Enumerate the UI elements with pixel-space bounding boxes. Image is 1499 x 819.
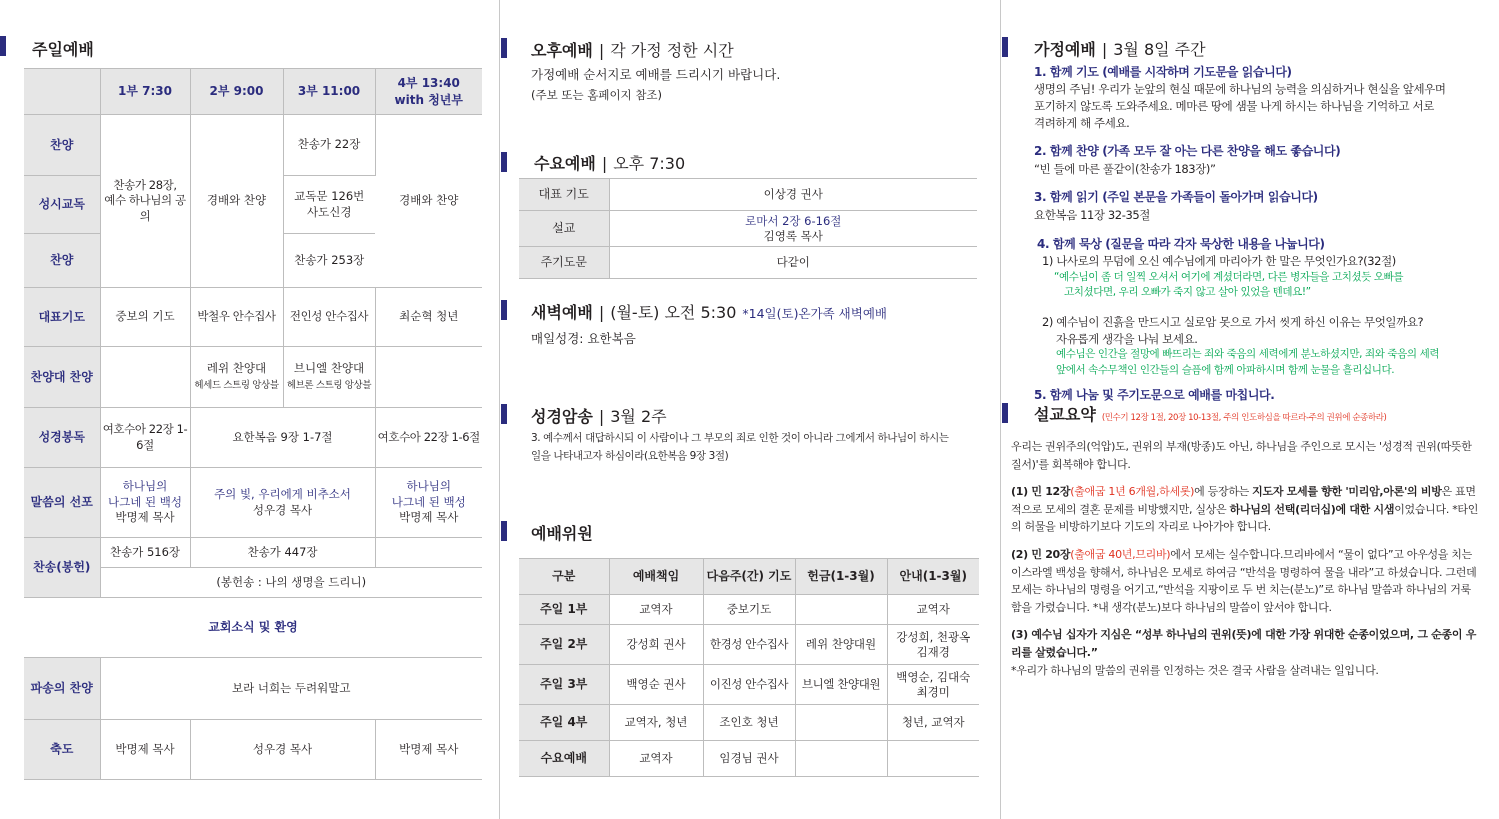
family-q4-answer-1: “예수님이 좀 더 일찍 오셔서 여기에 계셨더라면, 다른 병자들을 고치셨듯 오빠를 [1054,270,1404,283]
row-label-choir: 찬양대 찬양 [24,347,100,408]
row-label-sermon: 말씀의 선포 [24,468,100,538]
wednesday-service-heading: 수요예배 | 오후 7:30 [534,154,686,173]
sermon-part1: 하나님의 나그네 된 백성 박명제 목사 [100,468,190,538]
wed-label-sermon: 설교 [519,211,609,247]
sermon-reference: (민수기 12장 1절, 20장 10-13절, 주의 인도하심을 따르라-주의 권위에 순종하라) [1101,413,1387,423]
family-q4-answer-2: 앞에서 속수무책인 인간들의 슬픔에 함께 아파하시며 함께 눈물을 흘리십니다. [1056,363,1395,376]
committee-heading: 예배위원 [531,524,593,543]
family-q1-text: 격려하게 해 주세요. [1034,115,1130,130]
afternoon-line-1: 가정예배 순서지로 예배를 드리시기 바랍니다. [531,67,781,82]
family-q2-text: “빈 들에 마른 풀같이(찬송가 183장)” [1034,161,1216,176]
committee-cell [795,741,887,777]
family-q1: 1. 함께 기도 (예배를 시작하며 기도문을 읽습니다) [1034,65,1292,79]
memory-verse-heading: 성경암송 | 3월 2주 [531,407,667,426]
committee-cell: 브니엘 찬양대원 [795,665,887,705]
row-label-offering: 찬송(봉헌) [24,538,100,598]
sunday-service-title: 주일예배 [32,40,94,59]
memory-line-2: 일을 나타내고자 하심이라(요한복음 9장 3절) [531,450,729,462]
sermon-point-2: (2) 민 20장(출애굽 40년,므리바)에서 모세는 실수합니다.므리바에서 “물이 없다”고 아우성을 치는 이스라엘 백성을 향해서, 하나님은 모세로 하여금 “반석을 명령하여 물을 내라”고 하셨습니다. 그런데 모세는 하나님의 명령을 어기고,“반석을 지팡이로 두 번 치는(분노)”로 하나님 말씀과 하나님의 거룩함을 가렸습니다. *내 생각(분노)보다 하나님의 말씀이 앞서야 합니다. [1011,547,1477,614]
row-label-blessing: 축도 [24,720,100,780]
family-q2: 2. 함께 찬양 (가족 모두 잘 아는 다른 찬양을 해도 좋습니다) [1034,144,1341,159]
committee-cell [795,705,887,741]
scripture-part4: 여호수아 22장 1-6절 [375,408,482,468]
committee-cell: 강성희, 천광옥 김재경 [887,625,979,665]
row-label-responsive-reading: 성시교독 [24,176,100,234]
committee-cell: 조인호 청년 [703,705,795,741]
sermon-point-1: (1) 민 12장(출애굽 1년 6개월,하세롯)에 등장하는 지도자 모세를 향한 '미리암,아론'의 비방은 표면적으로 모세의 결혼 문제를 비방했지만, 실상은 하나님의 선택(리더십)에 대한 시샘이었습니다. *타인의 허물을 비방하기보다 기도의 자리로 나아가야 합니다. [1011,485,1479,534]
part3-responsive-reading: 교독문 126번 사도신경 [283,176,375,234]
family-q4-question-2: 2) 예수님이 진흙을 만드시고 실로암 못으로 가서 씻게 하신 이유는 무엇일까요? [1042,315,1424,330]
committee-cell: 교역자 [887,595,979,625]
row-label-praise-1: 찬양 [24,115,100,176]
part3-hymn-2: 찬송가 253장 [283,234,375,288]
committee-cell: 임경님 권사 [703,741,795,777]
committee-row-label: 주일 4부 [519,705,609,741]
committee-header-4: 안내(1-3월) [887,559,979,595]
afternoon-service-heading: 오후예배 | 각 가정 정한 시간 [531,41,734,60]
committee-header-1: 예배책임 [609,559,703,595]
row-label-scripture: 성경봉독 [24,408,100,468]
family-q3-text: 요한복음 11장 32-35절 [1034,207,1151,222]
family-worship-heading: 가정예배 | 3월 8일 주간 [1034,40,1206,59]
part1-praise-cell: 찬송가 28장, 예수 하나님의 공의 [100,115,190,288]
committee-cell: 중보기도 [703,595,795,625]
committee-row-label: 주일 1부 [519,595,609,625]
choir-part2: 레위 찬양대 헤세드 스트링 앙상블 [190,347,283,408]
church-news: 교회소식 및 환영 [24,598,482,658]
committee-row-label: 수요예배 [519,741,609,777]
header-part4: 4부 13:40 with 청년부 [375,69,482,115]
section-marker [501,152,507,172]
committee-cell: 레위 찬양대원 [795,625,887,665]
dawn-line: 매일성경: 요한복음 [531,331,636,346]
sermon-part23: 주의 빛, 우리에게 비추소서 성우경 목사 [190,468,375,538]
dawn-note: *14일(토)온가족 새벽예배 [742,306,887,321]
offering-part4 [375,538,482,568]
section-marker [501,300,507,320]
row-label-praise-2: 찬양 [24,234,100,288]
afternoon-line-2: (주보 또는 홈페이지 참조) [531,88,663,102]
section-marker [1002,403,1008,423]
committee-cell: 백영순 권사 [609,665,703,705]
choir-part1 [100,347,190,408]
header-part1: 1부 7:30 [100,69,190,115]
committee-cell [887,741,979,777]
committee-cell: 이진성 안수집사 [703,665,795,705]
committee-row-label: 주일 2부 [519,625,609,665]
family-q3: 3. 함께 읽기 (주일 본문을 가족들이 돌아가며 읽습니다) [1034,190,1318,205]
blessing-part4: 박명제 목사 [375,720,482,780]
prayer-part2: 박철우 안수집사 [190,288,283,347]
wed-lords-prayer: 다같이 [609,247,977,279]
wed-prayer: 이상경 권사 [609,179,977,211]
sunday-service-table [24,68,482,780]
wed-label-prayer: 대표 기도 [519,179,609,211]
wednesday-table [519,178,977,279]
family-q4-question-1: 1) 나사로의 무덤에 오신 예수님에게 마리아가 한 말은 무엇인가요?(32절) [1042,253,1396,268]
dawn-service-heading: 새벽예배 | (월-토) 오전 5:30 *14일(토)온가족 새벽예배 [531,303,887,322]
choir-part4 [375,347,482,408]
committee-cell: 교역자 [609,595,703,625]
sermon-summary-body [1011,438,1481,689]
section-marker [1002,37,1008,57]
committee-cell [795,595,887,625]
wed-sermon: 로마서 2장 6-16절 김영록 목사 [609,211,977,247]
committee-header-3: 헌금(1-3월) [795,559,887,595]
scripture-part1: 여호수아 22장 1-6절 [100,408,190,468]
section-marker [501,521,507,541]
committee-cell: 한경성 안수집사 [703,625,795,665]
row-label-sending: 파송의 찬양 [24,658,100,720]
offering-part23: 찬송가 447장 [190,538,375,568]
sermon-part4: 하나님의 나그네 된 백성 박명제 목사 [375,468,482,538]
committee-cell: 백영순, 김대숙 최경미 [887,665,979,705]
blessing-part1: 박명제 목사 [100,720,190,780]
part2-praise-cell: 경배와 찬양 [190,115,283,288]
section-marker [0,36,6,56]
memory-line-1: 3. 예수께서 대답하시되 이 사람이나 그 부모의 죄로 인한 것이 아니라 그에게서 하나님이 하시는 [531,432,949,444]
family-q4-answer-1: 고치셨다면, 우리 오빠가 죽지 않고 살아 있었을 텐데요!” [1064,285,1311,298]
committee-cell: 교역자 [609,741,703,777]
header-blank [24,69,100,115]
sermon-point-3: (3) 예수님 십자가 지심은 “성부 하나님의 권위(뜻)에 대한 가장 위대한 순종이었으며, 그 순종이 우리를 살렸습니다.” *우리가 하나님의 말씀의 권위를 인정하는 것은 결국 사람을 살려내는 일입니다. [1011,628,1477,677]
committee-cell: 교역자, 청년 [609,705,703,741]
offering-song: (봉헌송 : 나의 생명을 드리니) [100,568,482,598]
committee-header-0: 구분 [519,559,609,595]
scripture-part23: 요한복음 9장 1-7절 [190,408,375,468]
wed-label-lords-prayer: 주기도문 [519,247,609,279]
row-label-prayer: 대표기도 [24,288,100,347]
committee-cell: 청년, 교역자 [887,705,979,741]
offering-part1: 찬송가 516장 [100,538,190,568]
committee-row-label: 주일 3부 [519,665,609,705]
prayer-part4: 최순혁 청년 [375,288,482,347]
sending-song: 보라 너희는 두려워말고 [100,658,482,720]
part4-praise-cell: 경배와 찬양 [375,115,482,288]
family-q5: 5. 함께 나눔 및 주기도문으로 예배를 마칩니다. [1034,387,1275,402]
committee-table [519,558,979,777]
choir-part3: 브니엘 찬양대 헤브론 스트링 앙상블 [283,347,375,408]
family-q1-text: 생명의 주님! 우리가 눈앞의 현실 때문에 하나님의 능력을 의심하거나 현실을 앞세우며 [1034,82,1446,97]
committee-header-2: 다음주(간) 기도 [703,559,795,595]
header-part3: 3부 11:00 [283,69,375,115]
part3-hymn-1: 찬송가 22장 [283,115,375,176]
section-marker [501,404,507,424]
sermon-intro: 우리는 권위주의(억압)도, 권위의 부재(방종)도 아닌, 하나님을 주인으로 모시는 '성경적 권위(따뜻한 질서)'를 회복해야 합니다. [1011,440,1472,471]
sermon-summary-heading: 설교요약 (민수기 12장 1절, 20장 10-13절, 주의 인도하심을 따르라-주의 권위에 순종하라) [1034,405,1387,424]
family-q4: 4. 함께 묵상 (질문을 따라 각자 묵상한 내용을 나눕니다) [1037,236,1325,251]
family-worship-body [1034,64,1484,404]
family-q4-question-2-sub: 자유롭게 생각을 나눠 보세요. [1056,331,1198,346]
prayer-part3: 전인성 안수집사 [283,288,375,347]
family-q4-answer-2: 예수님은 인간을 절망에 빠뜨리는 죄와 죽음의 세력에게 분노하셨지만, 죄와 죽음의 세력 [1056,348,1440,361]
committee-cell: 강성희 권사 [609,625,703,665]
column-divider-1 [499,0,500,819]
section-marker [501,38,507,58]
blessing-part23: 성우경 목사 [190,720,375,780]
sunday-service-heading [32,37,94,60]
family-q1-text: 포기하지 않도록 도와주세요. 메마른 땅에 샘물 나게 하시는 하나님을 기억하고 서로 [1034,99,1434,114]
prayer-part1: 중보의 기도 [100,288,190,347]
column-divider-2 [1000,0,1001,819]
header-part2: 2부 9:00 [190,69,283,115]
